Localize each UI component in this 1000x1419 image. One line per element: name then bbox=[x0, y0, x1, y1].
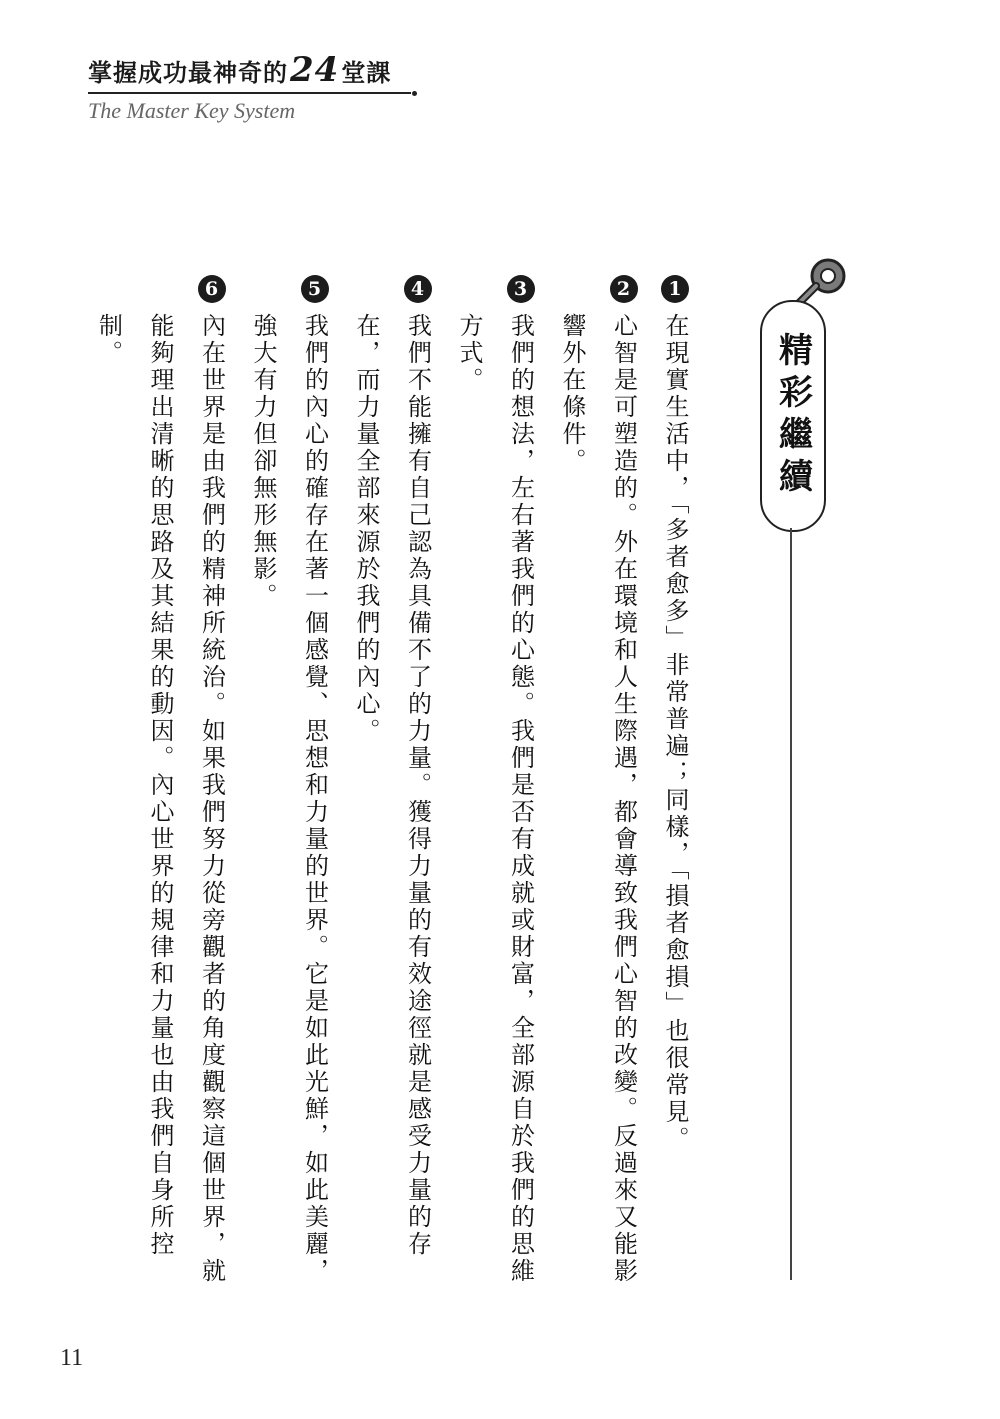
running-header bbox=[88, 50, 411, 124]
vertical-text-body bbox=[82, 275, 700, 1305]
point-text: 心智是可塑造的。外在環境和人生際遇，都會導致我們心智的改變。反過來又能影響外在條件。 bbox=[558, 313, 638, 1285]
section-title-box bbox=[760, 300, 826, 532]
point-text: 內在世界是由我們的精神所統治。如果我們努力從旁觀者的角度觀察這個世界，就能夠理出清晰的思路及其結果的動因。內心世界的規律和力量也由我們自身所控制。 bbox=[94, 313, 226, 1285]
point-item bbox=[443, 275, 546, 1305]
page-number: 11 bbox=[60, 1345, 84, 1371]
book-subtitle: The Master Key System bbox=[88, 98, 296, 123]
point-number-badge: 3 bbox=[507, 275, 535, 303]
point-item bbox=[340, 275, 443, 1305]
book-title-number: 24 bbox=[290, 50, 340, 90]
point-text: 我們的想法，左右著我們的心態。我們是否有成就或財富，全部源自於我們的思維方式。 bbox=[455, 313, 535, 1285]
point-number-badge: 5 bbox=[301, 275, 329, 303]
point-number-badge: 1 bbox=[661, 275, 689, 303]
section-divider-line bbox=[790, 528, 792, 1280]
point-number-badge: 6 bbox=[198, 275, 226, 303]
point-item bbox=[649, 275, 701, 1305]
point-text: 我們不能擁有自己認為具備不了的力量。獲得力量的有效途徑就是感受力量的存在，而力量全部來源於我們的內心。 bbox=[352, 313, 432, 1258]
point-item bbox=[546, 275, 649, 1305]
point-text: 在現實生活中，「多者愈多」非常普遍；同樣，「損者愈損」也很常見。 bbox=[661, 313, 689, 1153]
section-title: 精彩繼續 bbox=[772, 332, 813, 500]
point-number-badge: 2 bbox=[610, 275, 638, 303]
book-title-post: 堂課 bbox=[341, 58, 392, 87]
book-title-pre: 掌握成功最神奇的 bbox=[88, 58, 288, 87]
point-text: 我們的內心的確存在著一個感覺、思想和力量的世界。它是如此光鮮，如此美麗，強大有力但卻無形無影。 bbox=[249, 313, 329, 1285]
point-item bbox=[82, 275, 237, 1305]
point-number-badge: 4 bbox=[404, 275, 432, 303]
point-item bbox=[237, 275, 340, 1305]
book-title bbox=[88, 50, 411, 94]
